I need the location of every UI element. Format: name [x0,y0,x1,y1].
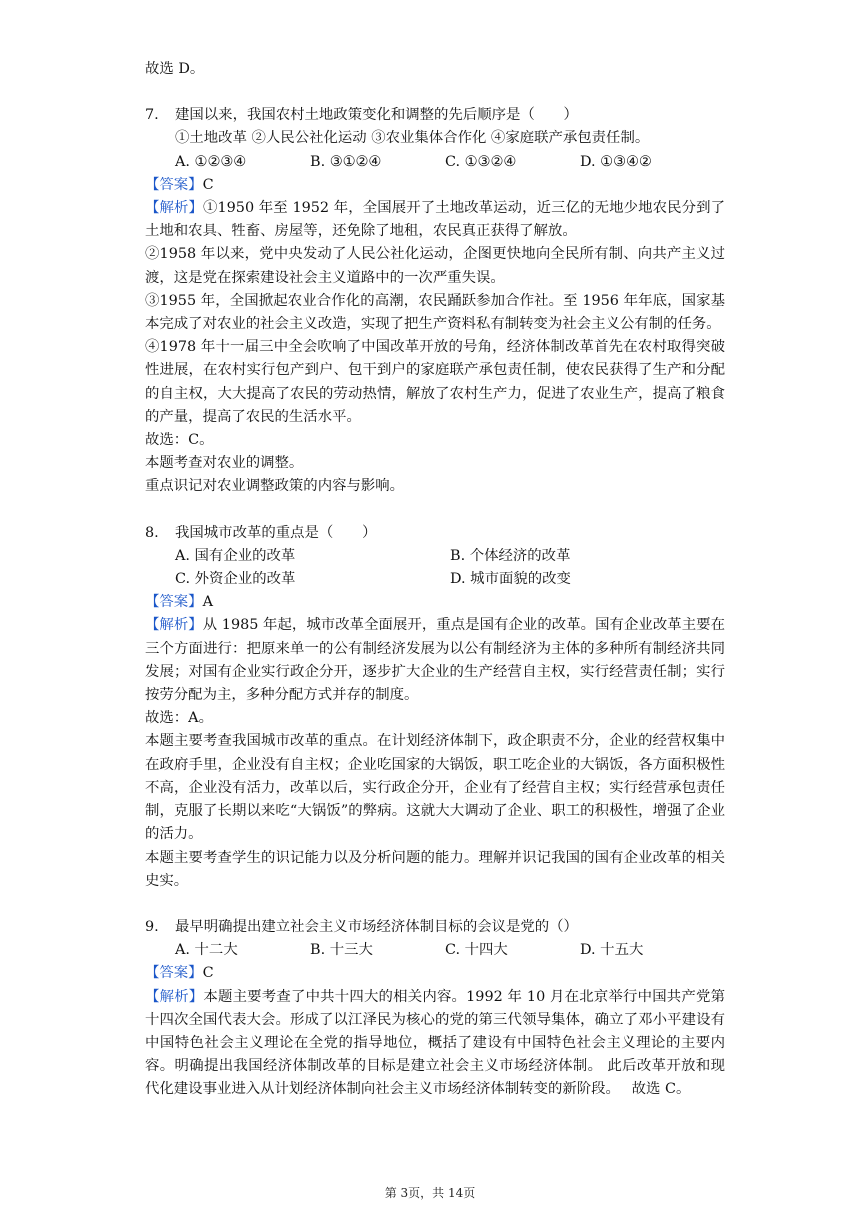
analysis-paragraph: ④1978 年十一届三中全会吹响了中国改革开放的号角，经济体制改革首先在农村取得突破性进展，在农村实行包产到户、包干到户的家庭联产承包责任制，使农民获得了生产和分配的自主权，大大提高了农民的劳动热情，解放了农村生产力，促进了农业生产，提高了粮食的产量，提高了农民的生活水平。 [145,339,725,425]
question-9-stem [145,916,725,939]
prev-answer-line: 故选 D。 [145,61,205,77]
question-9-options [145,939,725,962]
analysis-text: ①1950 年至 1952 年，全国展开了土地改革运动，近三亿的无地少地农民分到了土地和农具、牲畜、房屋等，还免除了地租，农民真正获得了解放。 [145,200,725,240]
spacer [145,81,725,104]
option-d: D. ①③④② [580,153,652,170]
analysis-paragraph: 本题考查对农业的调整。 [145,455,304,472]
answer-line [145,174,725,197]
analysis-paragraph [145,986,725,1102]
analysis-tag: 【解析】 [145,200,203,217]
analysis-paragraph: 重点识记对农业调整政策的内容与影响。 [145,478,405,495]
analysis-text: 本题主要考查了中共十四大的相关内容。1992 年 10 月在北京举行中国共产党第十四次全国代表大会。形成了以江泽民为核心的党的第三代领导集体，确立了邓小平建设有中国特色社会主义理论在全党的指导地位，概括了建设有中国特色社会主义理论的主要内容。明确提出我国经济体制改革的目标是建立社会主义市场经济体制。 此后改革开放和现代化建设事业进入从计划经济体制向社会主义市场经济体制转变的新阶段。 故选 C。 [145,988,725,1098]
question-number: 9. [145,918,159,935]
analysis-text: 从 1985 年起，城市改革全面展开，重点是国有企业的改革。国有企业改革主要在三个方面进行：把原来单一的公有制经济发展为以公有制经济为主体的多种所有制经济共同发展；对国有企业实行政企分开，逐步扩大企业的生产经营自主权，实行经营责任制；实行按劳分配为主，多种分配方式并存的制度。 [145,617,725,704]
page-footer: 第 3页，共 14页 [384,1186,476,1200]
analysis-paragraph: ②1958 年以来，党中央发动了人民公社化运动，企图更快地向全民所有制、向共产主义过渡，这是党在探索建设社会主义道路中的一次严重失误。 [145,246,725,286]
answer-tag: 【答案】 [145,176,203,193]
option-c: C. 十四大 [445,942,508,959]
spacer [145,893,725,916]
analysis-paragraph: 故选：A。 [145,710,213,727]
answer-tag: 【答案】 [145,965,203,982]
answer-line [145,962,725,985]
analysis-tag: 【解析】 [145,617,203,634]
analysis-tag: 【解析】 [145,988,204,1005]
question-9 [145,916,725,1102]
analysis-paragraph [145,614,725,707]
analysis-paragraph [145,197,725,243]
question-text: 我国城市改革的重点是（ ） [175,524,377,541]
question-8 [145,522,725,893]
option-d: D. 城市面貌的改变 [450,571,571,588]
answer-line [145,591,725,614]
document-page [145,58,725,1102]
option-c: C. 外资企业的改革 [175,571,296,588]
analysis-paragraph: 本题主要考查我国城市改革的重点。在计划经济体制下，政企职责不分，企业的经营权集中在政府手里，企业没有自主权；企业吃国家的大锅饭，职工吃企业的大锅饭，各方面积极性不高，企业没有活力，改革以后，实行政企分开，企业有了经营自主权；实行经营承包责任制，克服了长期以来吃“大锅饭”的弊病。这就大大调动了企业、职工的积极性，增强了企业的活力。 [145,733,725,843]
question-7 [145,104,725,498]
question-7-items: ①土地改革 ②人民公社化运动 ③农业集体合作化 ④家庭联产承包责任制。 [175,130,650,147]
question-8-options-row-1 [145,545,725,568]
option-d: D. 十五大 [580,942,644,959]
question-8-options-row-2 [145,568,725,591]
analysis-paragraph: ③1955 年，全国掀起农业合作化的高潮，农民踊跃参加合作社。至 1956 年年底，国家基本完成了对农业的社会主义改造，实现了把生产资料私有制转变为社会主义公有制的任务。 [145,292,725,333]
analysis-paragraph: 故选：C。 [145,432,214,449]
analysis-paragraph: 本题主要考查学生的识记能力以及分析问题的能力。理解并识记我国的国有企业改革的相关史实。 [145,849,725,889]
question-7-options [145,151,725,174]
option-b: B. 十三大 [310,942,373,959]
answer-tag: 【答案】 [145,594,203,611]
option-a: A. 十二大 [175,942,238,959]
answer-value: A [202,594,213,611]
option-c: C. ①③②④ [445,153,517,170]
answer-value: C [202,965,214,982]
question-text: 建国以来，我国农村土地政策变化和调整的先后顺序是（ ） [175,107,578,124]
option-a: A. 国有企业的改革 [175,547,296,564]
option-b: B. ③①②④ [310,153,382,170]
question-7-stem [145,104,725,127]
question-8-stem [145,522,725,545]
question-text: 最早明确提出建立社会主义市场经济体制目标的会议是党的（） [175,918,578,935]
answer-value: C [202,176,214,193]
spacer [145,499,725,522]
question-number: 8. [145,524,159,541]
question-number: 7. [145,107,159,124]
option-b: B. 个体经济的改革 [450,547,571,564]
option-a: A. ①②③④ [175,153,247,170]
